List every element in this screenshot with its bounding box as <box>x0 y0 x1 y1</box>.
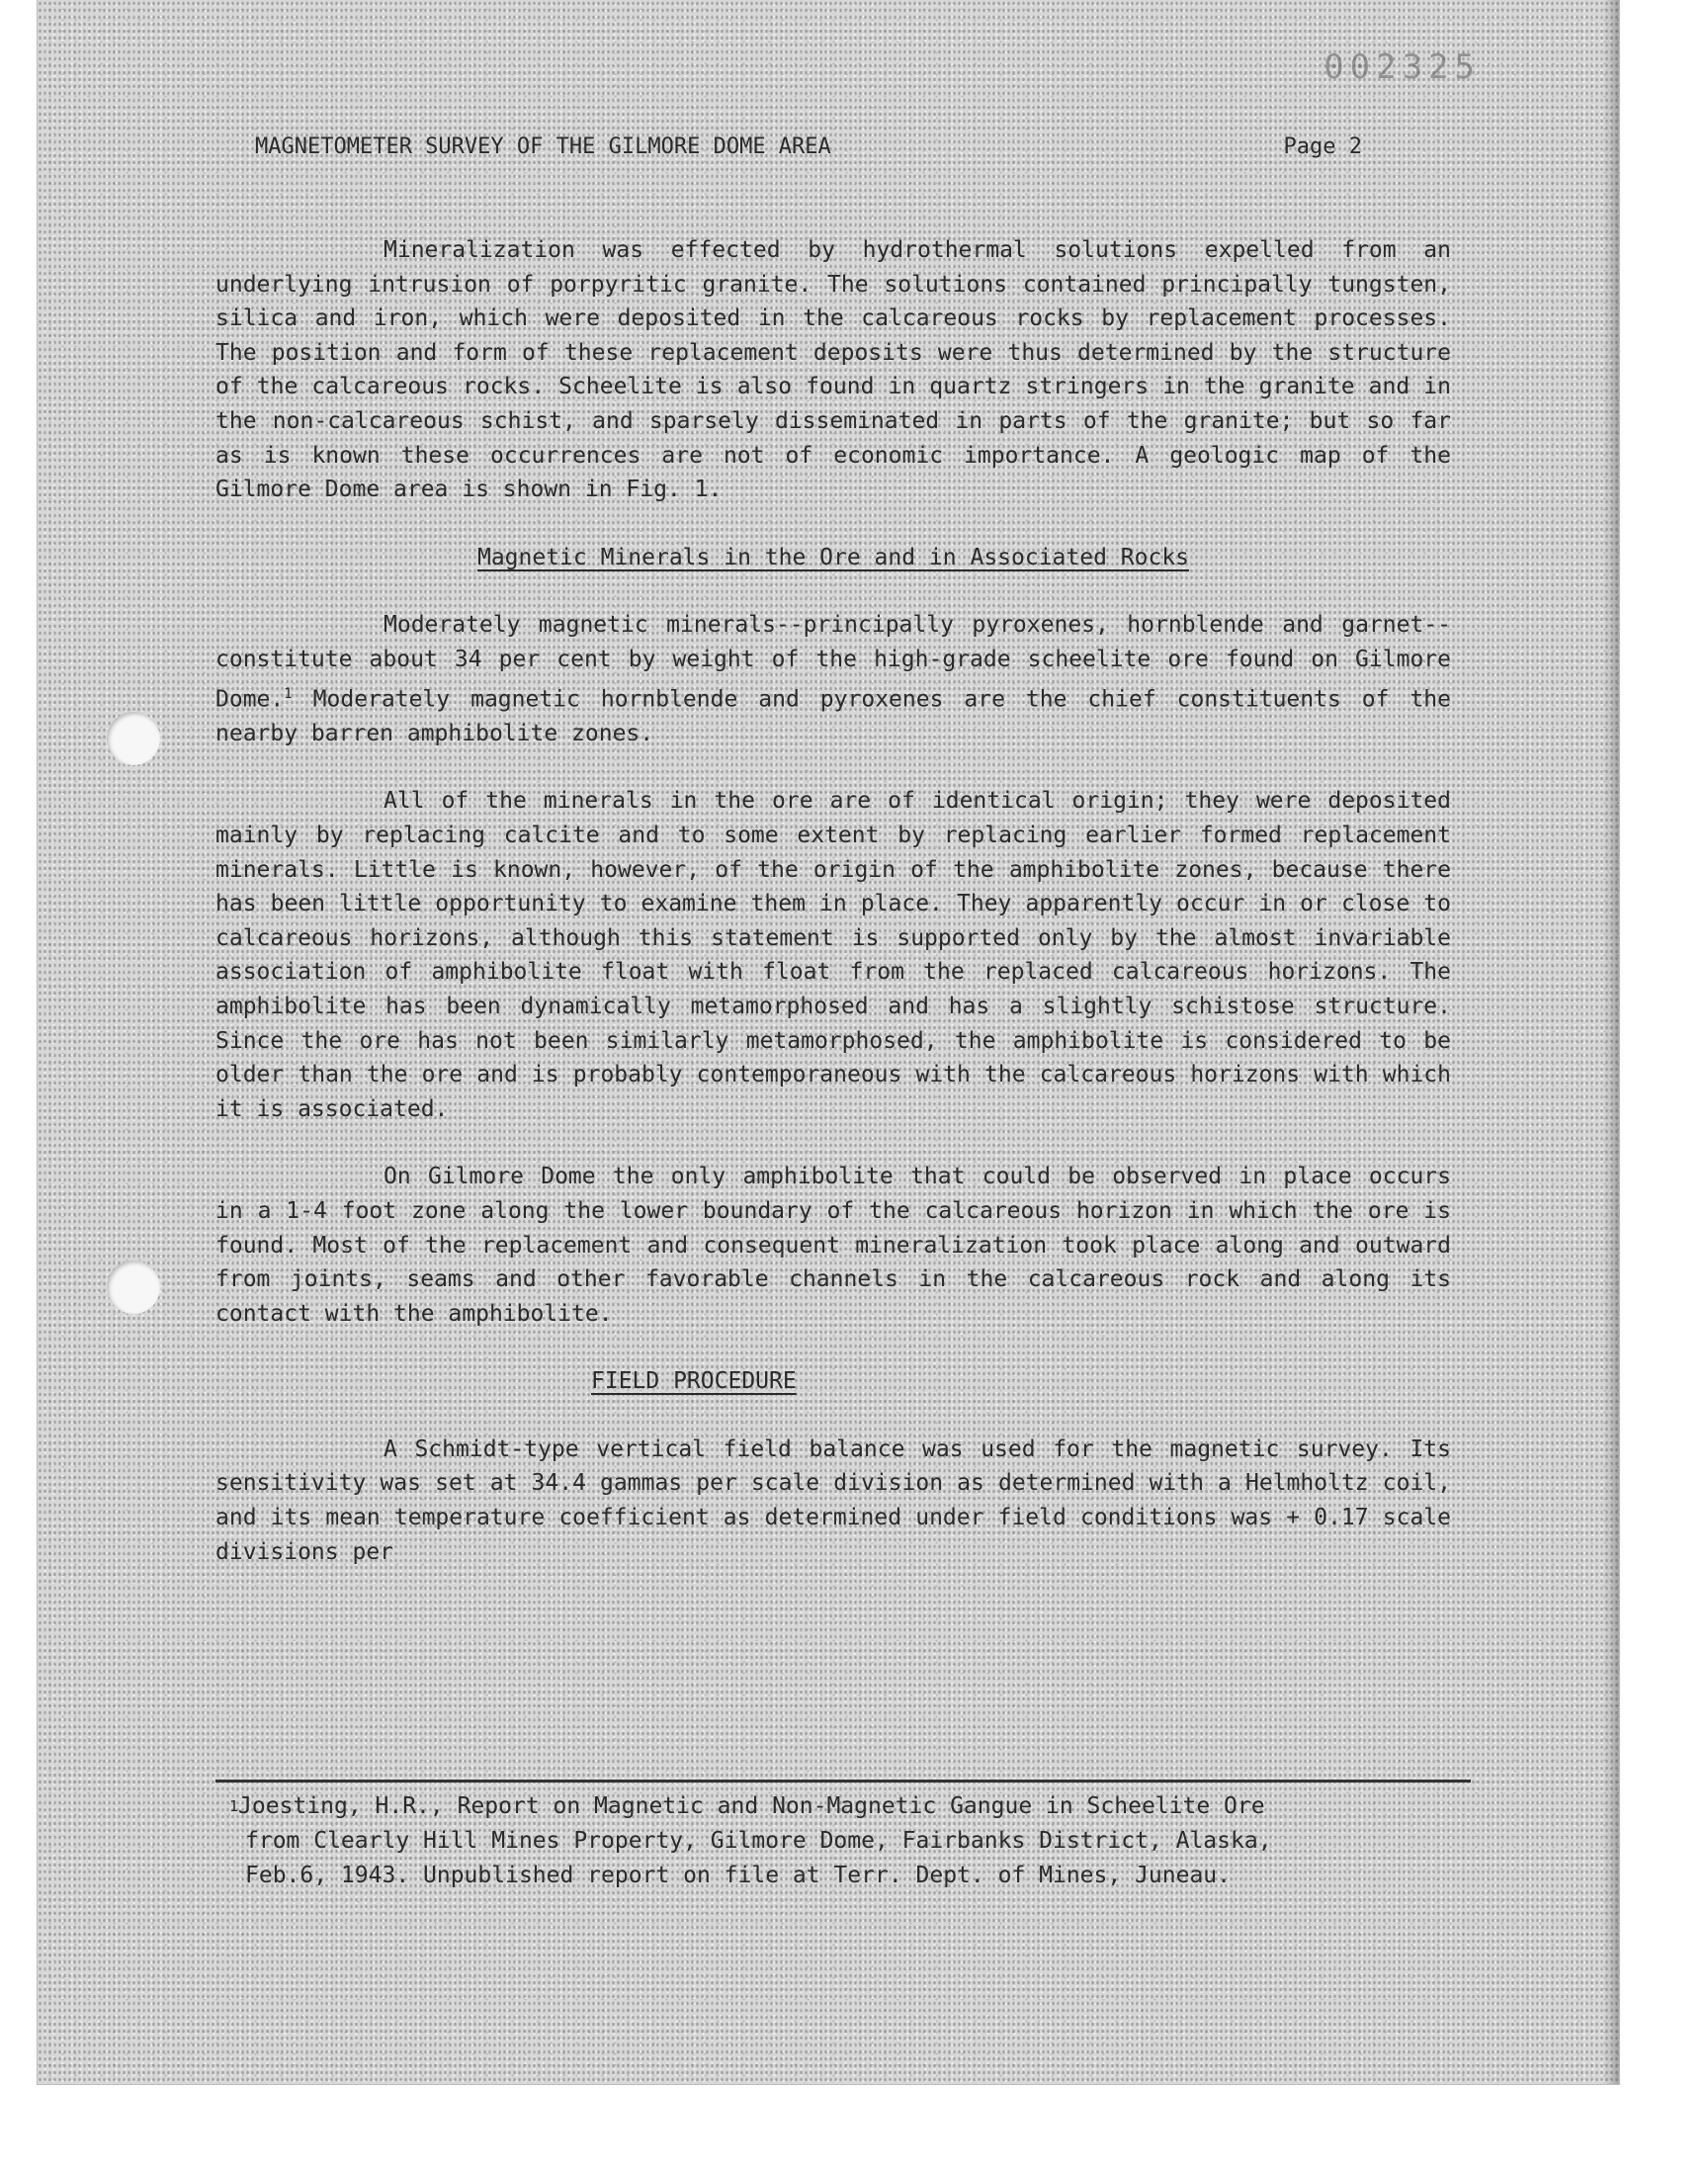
running-header <box>255 134 1362 159</box>
document-body <box>215 233 1451 1603</box>
paragraph-field-procedure: A Schmidt-type vertical field balance was used for the magnetic survey. Its sensitivity was set at 34.4 gammas per scale division as determined with a Helmholtz coil, and its mean temperature coefficient as determined under field conditions was + 0.17 scale divisions per <box>215 1436 1451 1565</box>
page-number: Page 2 <box>1283 134 1362 159</box>
footnote-reference: 1 <box>284 685 293 702</box>
paragraph-magnetic-minerals-part2: Moderately magnetic hornblende and pyroxenes are the chief constituents of the nearby barren amphibolite zones. <box>215 686 1451 746</box>
punch-hole-upper <box>107 712 160 765</box>
paragraph-origin: All of the minerals in the ore are of identical origin; they were deposited mainly by replacing calcite and to some extent by replacing earlier formed replacement minerals. Little is known, however, of the origin of the amphibolite zones, because there has been little opportunity to examine them in place. They apparently occur in or close to calcareous horizons, although this statement is supported only by the almost invariable association of amphibolite float with float from the replaced calcareous horizons. The amphibolite has been dynamically metamorphosed and has a slightly schistose structure. Since the ore has not been similarly metamorphosed, the amphibolite is considered to be older than the ore and is probably contemporaneous with the calcareous horizons with which it is associated. <box>215 788 1451 1122</box>
punch-hole-lower <box>107 1261 160 1314</box>
paragraph-magnetic-minerals-part1: Moderately magnetic minerals--principally pyroxenes, hornblende and garnet--constitute about 34 per cent by weight of the high-grade scheelite ore found on Gilmore Dome. <box>215 612 1451 713</box>
section-heading-field-procedure: FIELD PROCEDURE <box>591 1368 797 1395</box>
page-edge-shadow <box>1603 0 1619 2084</box>
footnote-text: Joesting, H.R., Report on Magnetic and Non-Magnetic Gangue in Scheelite Ore from Clearly Hill Mines Property, Gilmore Dome, Fairbanks District, Alaska, Feb.6, 1943. Unpublished report on file at Terr. Dept. of Mines, Juneau. <box>238 1793 1272 1888</box>
paragraph-magnetic-minerals <box>215 608 1451 750</box>
footnote <box>229 1789 1332 1893</box>
section-heading-magnetic-minerals: Magnetic Minerals in the Ore and in Associated Rocks <box>476 544 1190 570</box>
footnote-marker: 1 <box>229 1797 239 1815</box>
document-stamp-number: 002325 <box>1324 47 1481 87</box>
running-title: MAGNETOMETER SURVEY OF THE GILMORE DOME AREA <box>255 134 831 159</box>
paragraph-mineralization: Mineralization was effected by hydrothermal solutions expelled from an underlying intrusion of porpyritic granite. The solutions contained principally tungsten, silica and iron, which were deposited in the calcareous rocks by replacement processes. The position and form of these replacement deposits were thus determined by the structure of the calcareous rocks. Scheelite is also found in quartz stringers in the granite and in the non-calcareous schist, and sparsely disseminated in parts of the granite; but so far as is known these occurrences are not of economic importance. A geologic map of the Gilmore Dome area is shown in Fig. 1. <box>215 237 1451 503</box>
footnote-separator <box>215 1780 1471 1783</box>
paragraph-gilmore-dome: On Gilmore Dome the only amphibolite that could be observed in place occurs in a 1-4 foot zone along the lower boundary of the calcareous horizon in which the ore is found. Most of the replacement and consequent mineralization took place along and outward from joints, seams and other favorable channels in the calcareous rock and along its contact with the amphibolite. <box>215 1164 1451 1327</box>
